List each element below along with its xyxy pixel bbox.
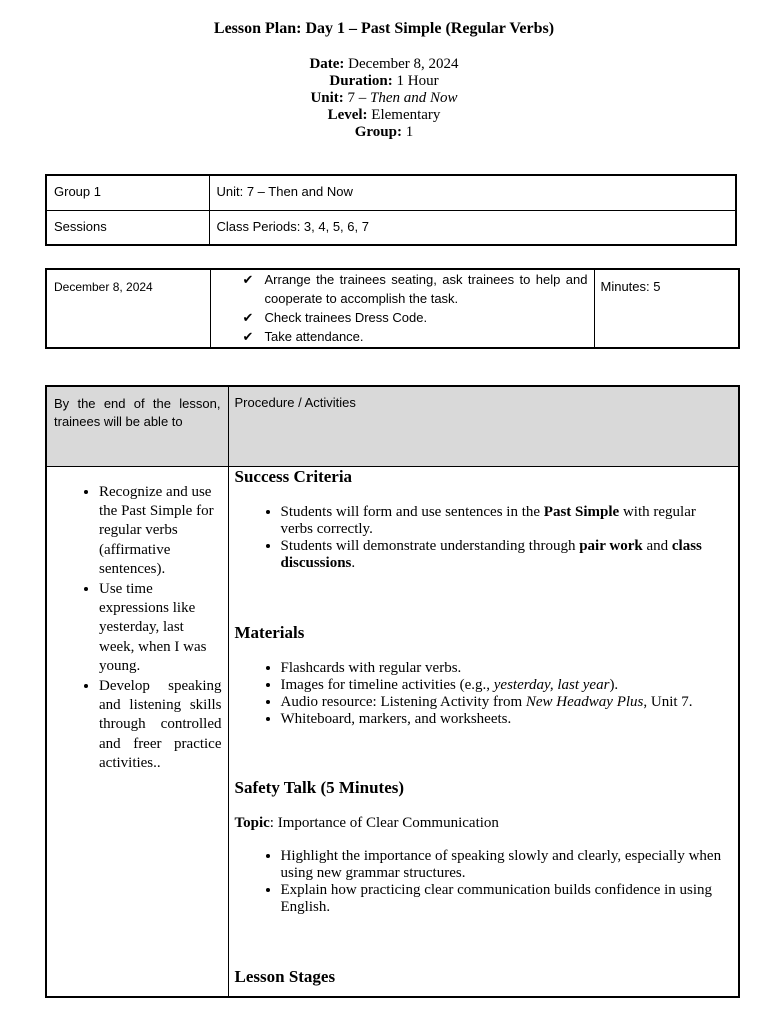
list-item: • Whiteboard, markers, and worksheets. [281, 711, 733, 728]
list-item: • Audio resource: Listening Activity from New Headway Plus, Unit 7. [281, 694, 733, 711]
opening-table [45, 268, 740, 349]
periods-cell: Class Periods: 3, 4, 5, 6, 7 [209, 210, 736, 245]
meta-duration: Duration: 1 Hour [329, 73, 439, 89]
meta-unit: Unit: 7 – Then and Now [310, 90, 458, 106]
success-criteria-list [235, 504, 733, 572]
opening-tasks-cell [210, 269, 594, 348]
safety-topic: Topic: Importance of Clear Communication [234, 814, 499, 831]
list-item: • Flashcards with regular verbs. [281, 660, 733, 677]
list-item: ✔ Take attendance. [265, 327, 588, 346]
materials-list [235, 660, 733, 728]
procedure-header: Procedure / Activities [228, 386, 739, 466]
meta-date: Date: December 8, 2024 [309, 56, 459, 72]
lesson-meta [0, 56, 768, 141]
lesson-stages-heading: Lesson Stages [234, 966, 336, 986]
safety-list [235, 848, 733, 916]
list-item: • Images for timeline activities (e.g., yesterday, last year). [281, 677, 733, 694]
info-table [45, 174, 737, 246]
list-item: ✔ Check trainees Dress Code. [265, 308, 588, 327]
table-row [46, 175, 736, 210]
table-row [46, 269, 739, 348]
procedure-cell [228, 466, 739, 997]
list-item: • Recognize and use the Past Simple for regular verbs (affirmative sentences). [99, 483, 222, 580]
opening-task-list [235, 270, 594, 346]
objectives-header: By the end of the lesson, trainees will be able to [46, 386, 228, 466]
list-item: • Students will form and use sentences in the Past Simple with regular verbs correctly. [281, 504, 733, 538]
list-item: • Students will demonstrate understanding through pair work and class discussions. [281, 538, 733, 572]
success-criteria-heading: Success Criteria [234, 466, 353, 486]
opening-date-cell: December 8, 2024 [46, 269, 210, 348]
document-title: Lesson Plan: Day 1 – Past Simple (Regular Verbs) [213, 20, 555, 37]
list-item: ✔ Arrange the trainees seating, ask trainees to help and cooperate to accomplish the task. [265, 270, 588, 308]
table-row [46, 466, 739, 997]
list-item: • Use time expressions like yesterday, last week, when I was young. [99, 580, 222, 677]
main-table [45, 385, 740, 998]
objectives-list [47, 483, 228, 774]
table-row [46, 386, 739, 466]
unit-cell: Unit: 7 – Then and Now [209, 175, 736, 210]
objectives-cell [46, 466, 228, 997]
list-item: • Explain how practicing clear communication builds confidence in using English. [281, 882, 733, 916]
table-row [46, 210, 736, 245]
meta-level: Level: Elementary [327, 107, 441, 123]
meta-group: Group: 1 [354, 124, 414, 140]
sessions-cell: Sessions [46, 210, 209, 245]
list-item: • Highlight the importance of speaking slowly and clearly, especially when using new grammar structures. [281, 848, 733, 882]
materials-heading: Materials [234, 622, 305, 642]
safety-talk-heading: Safety Talk (5 Minutes) [234, 777, 405, 797]
minutes-cell: Minutes: 5 [594, 269, 739, 348]
list-item: • Develop speaking and listening skills through controlled and freer practice activities.. [99, 677, 222, 774]
group-cell: Group 1 [46, 175, 209, 210]
